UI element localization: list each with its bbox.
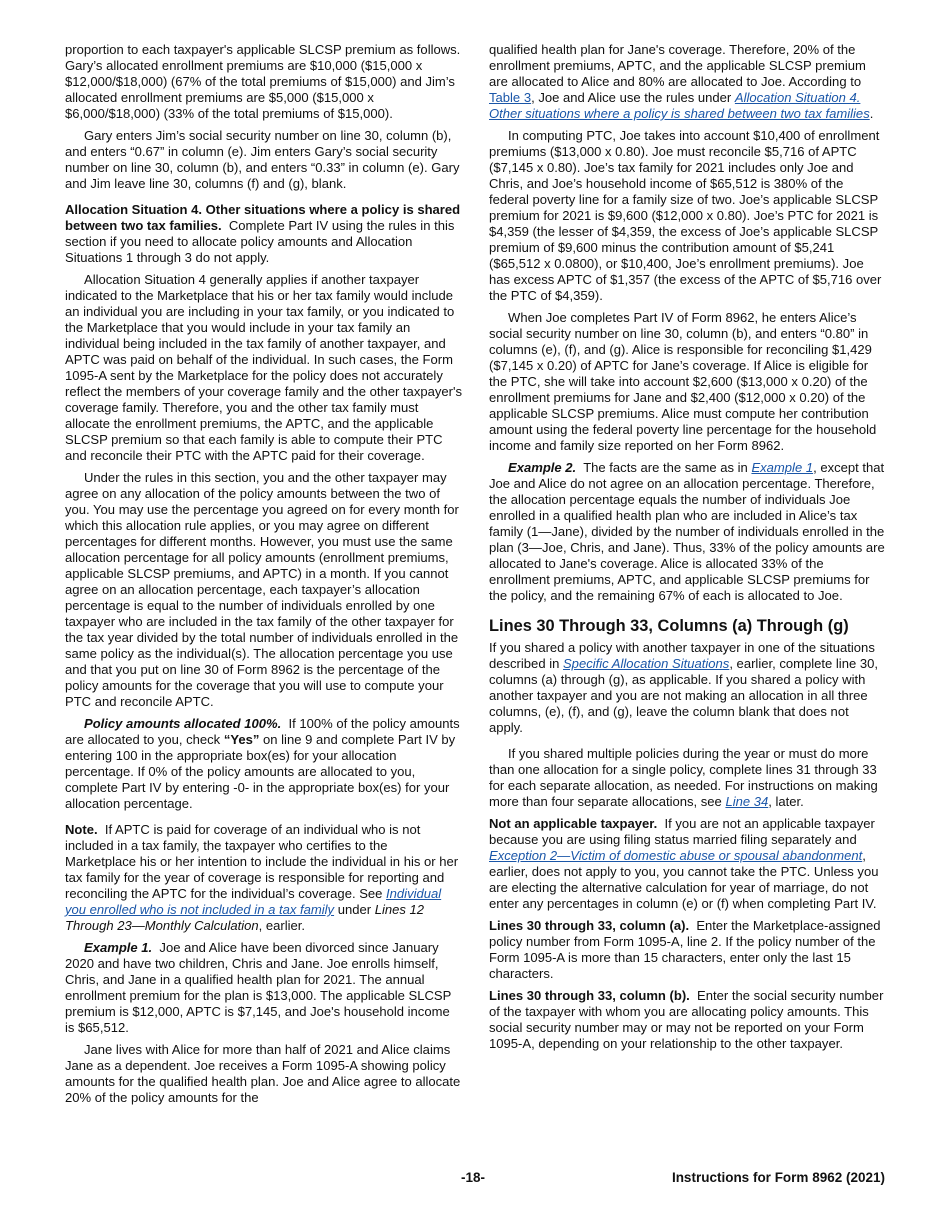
paragraph: When Joe completes Part IV of Form 8962, he enters Alice’s social security number on line 30, column (b), and enters “0.80” in columns (e), (f), and (g). Alice is responsible for reconciling $1,429 ($7,145 x 0.20) of APTC for Jane’s coverage. If Alice is eligible for the PTC, she will take into account $2,600 ($13,000 x 0.20) of the enrollment premiums for Jane and $2,400 ($12,000 x 0.20) of the applicable SLCSP premiums. Alice must compute her contribution amount using the federal poverty line percentage for the household income and family size reported on her Form 8962. [489, 310, 877, 453]
specific-allocation-situations-link[interactable]: Specific Allocation Situations [562, 656, 730, 671]
text: If APTC is paid for coverage of an individual who is not included in a tax family, the taxpayer who certifies to the Marketplace his or her intention to include the individual in his or her tax family for the year of coverage is responsible for reporting and reconciling the APTC for the individual’s coverage. See [65, 822, 459, 901]
text: Joe and Alice have been divorced since January 2020 and have two children, Chris and Jane. Joe enrolls himself, Chris, and Jane in a qualified health plan for 2021. The annual enrollment premium for the plan is $13,000. The applicable SLCSP premium is $12,000, APTC is $7,145, and Joe's household income is $65,512. [65, 940, 452, 1035]
example-2-paragraph [489, 460, 886, 604]
line-34-link[interactable]: Line 34 [725, 794, 769, 809]
text: , earlier, does not apply to you, you cannot take the PTC. Unless you are electing the alternative calculation for year of marriage, do not enter any percentages in column (e) or (f) when completing Part IV. [489, 848, 879, 911]
individual-not-in-tax-family-link[interactable]: Individual you enrolled who is not included in a tax family [65, 886, 442, 917]
text: If you shared multiple policies during the year or must do more than one allocation for a single policy, complete lines 31 through 33 for each separate allocation, as needed. For instructions on making more than four separate allocations, see [489, 746, 878, 809]
text: on line 9 and complete Part IV by entering 100 in the appropriate box(es) for your allocation percentage. If 0% of the policy amounts are allocated to you, complete Part IV by entering -0- in the appropriate box(es) for your allocation percentage. [65, 732, 456, 811]
paragraph [489, 42, 886, 122]
paragraph: Allocation Situation 4 generally applies if another taxpayer indicated to the Marketplace that his or her tax family would include an individual you are including in your tax family, or you indicated to the Marketplace that you would include in your tax family an individual being included in the tax family of another taxpayer, and APTC was paid on behalf of the individual. In such cases, the Form 1095-A sent by the Marketplace for the policy does not accurately reflect the members of your coverage family and the other taxpayer's coverage family. Therefore, you and the other tax family must allocate the enrollment premiums, the APTC, and the applicable SLCSP premium so that each family is able to compute their PTC and reconcile their PTC with the APTC paid for their coverage. [65, 272, 462, 463]
not-applicable-taxpayer-paragraph [489, 816, 886, 912]
text: Enter the social security number of the taxpayer with whom you are allocating policy amounts. This social security number may or may not be reported on your Form 1095-A, depending on your relationship to the other taxpayer. [489, 988, 884, 1051]
text: The facts are the same as in [583, 460, 748, 475]
text: , earlier. [258, 918, 306, 933]
text: , earlier, complete line 30, columns (a) through (g), as applicable. If you shared a policy with another taxpayer and you are not making an allocation in all three columns, (e), (f), and (g), leave the column blank that does not apply. [489, 656, 878, 735]
paragraph [489, 640, 886, 736]
section-heading: Lines 30 Through 33, Columns (a) Through (g) [489, 617, 849, 635]
allocation-situation-4-link[interactable]: Allocation Situation 4. Other situations where a policy is shared between two tax families [489, 90, 870, 121]
right-column [489, 42, 886, 1058]
run-in-heading: Lines 30 through 33, column (a). [489, 918, 690, 933]
example-1-paragraph [65, 940, 462, 1036]
text: If you shared a policy with another taxpayer in one of the situations described in [489, 640, 875, 671]
paragraph: In computing PTC, Joe takes into account $10,400 of enrollment premiums ($13,000 x 0.80). Joe must reconcile $5,716 of APTC ($7,145 x 0.80). Joe’s tax family for 2021 includes only Joe and Chris, and Joe’s household income of $65,512 is 380% of the federal poverty line for a family size of two. Joe’s applicable SLCSP premium for 2021 is $9,600 ($12,000 x 0.80). Joe’s PTC for 2021 is $4,359 (the lesser of $4,359, the excess of Joe’s applicable SLCSP premium of $9,600 minus the contribution amount of $5,241 ($65,512 x 0.0800), or $10,400, Joe’s enrollment premiums). Joe has excess APTC of $1,357 (the excess of the APTC of $5,716 over the PTC of $4,359). [489, 128, 882, 303]
paragraph: Under the rules in this section, you and the other taxpayer may agree on any allocation of the policy amounts between the two of you. You may use the percentage you agreed on for every month for which this allocation rule applies, or you may agree on different percentages for different months. However, you must use the same allocation percentage for all policy amounts (enrollment premiums, applicable SLCSP premiums, and APTC) in a month. If you cannot agree on an allocation percentage, each taxpayer’s allocation percentage is equal to the number of individuals enrolled by one taxpayer who are included in the tax family of the other taxpayer for the tax year divided by the total number of individuals enrolled in the same policy as the individual(s). The allocation percentage you use and that you put on line 30 of Form 8962 is the percentage of the policy amounts for the coverage that you will use to compute your PTC and reconcile APTC. [65, 470, 459, 709]
run-in-heading: Lines 30 through 33, column (b). [489, 988, 690, 1003]
note-label: Note. [65, 822, 98, 837]
run-in-heading: Policy amounts allocated 100%. [84, 716, 282, 731]
allocation-situation-4-paragraph [65, 202, 462, 266]
page-number: -18- [461, 1170, 486, 1185]
text: qualified health plan for Jane's coverage. Therefore, 20% of the enrollment premiums, APTC, and the applicable SLCSP premium are allocated to Alice and 80% are allocated to Joe. According to [489, 42, 866, 89]
column-b-paragraph [489, 988, 886, 1052]
text: , later. [768, 794, 804, 809]
section-heading: Allocation Situation 4. Other situations where a policy is shared between two tax families. [65, 202, 461, 233]
text: If 100% of the policy amounts are allocated to you, check [65, 716, 460, 747]
example-label: Example 2. [508, 460, 577, 475]
text: . [869, 106, 874, 121]
note-paragraph [65, 822, 462, 934]
paragraph: Gary enters Jim’s social security number on line 30, column (b), and enters “0.67” in column (e). Jim enters Gary’s social security number on line 30, column (b), and enters “0.33” in column (e). Gary and Jim leave line 30, columns (f) and (g), blank. [65, 128, 460, 191]
paragraph [489, 746, 886, 810]
yes-emphasis: “Yes” [223, 732, 260, 747]
example-label: Example 1. [84, 940, 153, 955]
exception-2-link[interactable]: Exception 2—Victim of domestic abuse or spousal abandonment [489, 848, 863, 863]
text: Enter the Marketplace-assigned policy number from Form 1095-A, line 2. If the policy number of the Form 1095-A is more than 15 characters, enter only the last 15 characters. [489, 918, 881, 981]
policy-amounts-paragraph [65, 716, 462, 812]
section-reference: Lines 12 Through 23—Monthly Calculation [65, 902, 425, 933]
text: If you are not an applicable taxpayer because you are using filing status married filing separately and [489, 816, 875, 847]
text: , Joe and Alice use the rules under [531, 90, 732, 105]
example-1-link[interactable]: Example 1 [751, 460, 814, 475]
paragraph: Jane lives with Alice for more than half of 2021 and Alice claims Jane as a dependent. Joe receives a Form 1095-A showing policy amounts for the qualified health plan. Joe and Alice agree to allocate 20% of the policy amounts for the [65, 1042, 461, 1105]
table-3-link[interactable]: Table 3 [489, 90, 532, 105]
left-column [65, 42, 462, 1112]
page-footer [65, 1170, 885, 1188]
column-a-paragraph [489, 918, 886, 982]
paragraph: proportion to each taxpayer's applicable SLCSP premium as follows. Gary’s allocated enrollment premiums are $10,000 ($15,000 x $12,000/$18,000) (67% of the total premiums of $15,000) and Jim’s allocated enrollment premiums are $5,000 ($15,000 x $6,000/$18,000) (33% of the total premiums of $15,000). [65, 42, 461, 121]
run-in-heading: Not an applicable taxpayer. [489, 816, 658, 831]
form-title: Instructions for Form 8962 (2021) [671, 1170, 885, 1185]
text: , except that Joe and Alice do not agree on an allocation percentage. Therefore, the allocation percentage equals the number of individuals Joe enrolled in a qualified health plan who are included in Alice’s tax family (1—Jane), divided by the number of individuals enrolled in the plan (3—Joe, Chris, and Jane). Thus, 33% of the policy amounts are allocated to Jane's coverage. Alice is allocated 33% of the enrollment premiums, APTC, and applicable SLCSP premiums for the policy, and the remaining 67% of each is allocated to Joe. [489, 460, 885, 603]
text: under [337, 902, 372, 917]
text: Complete Part IV using the rules in this section if you need to allocate policy amounts and Allocation Situations 1 through 3 do not apply. [65, 218, 455, 265]
